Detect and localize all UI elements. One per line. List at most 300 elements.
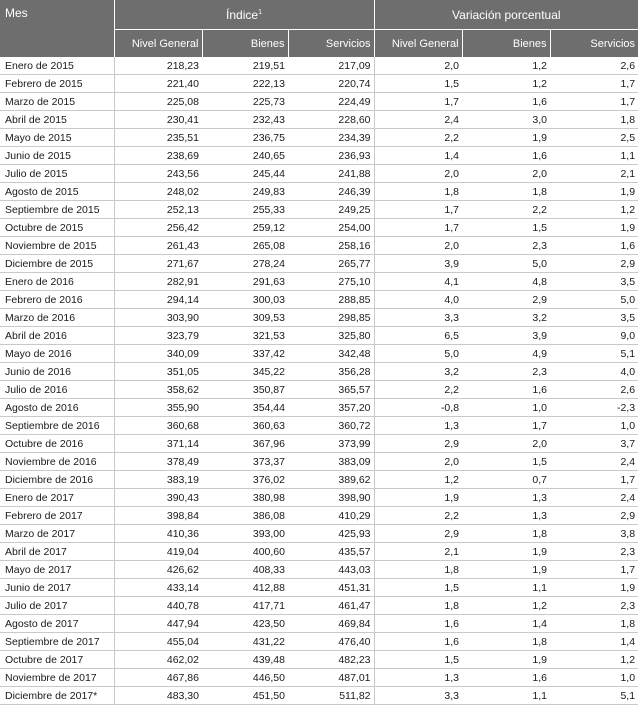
indice-nivel-general-cell: 243,56 xyxy=(114,165,202,183)
variacion-bienes-cell: 5,0 xyxy=(462,255,550,273)
mes-cell: Junio de 2015 xyxy=(0,147,114,165)
variacion-nivel-general-cell: 1,6 xyxy=(374,633,462,651)
indice-nivel-general-cell: 371,14 xyxy=(114,435,202,453)
indice-nivel-general-cell: 390,43 xyxy=(114,489,202,507)
indice-servicios-cell: 228,60 xyxy=(288,111,374,129)
variacion-nivel-general-cell: 1,5 xyxy=(374,579,462,597)
variacion-nivel-general-cell: 2,9 xyxy=(374,525,462,543)
table-row xyxy=(0,597,638,615)
header-indice-footnote: 1 xyxy=(258,8,262,16)
variacion-nivel-general-cell: 6,5 xyxy=(374,327,462,345)
variacion-servicios-cell: 2,5 xyxy=(550,129,638,147)
indice-servicios-cell: 258,16 xyxy=(288,237,374,255)
variacion-bienes-cell: 1,3 xyxy=(462,489,550,507)
table-row xyxy=(0,93,638,111)
indice-servicios-cell: 224,49 xyxy=(288,93,374,111)
variacion-servicios-cell: 1,2 xyxy=(550,651,638,669)
mes-cell: Junio de 2016 xyxy=(0,363,114,381)
table-body xyxy=(0,57,638,705)
variacion-bienes-cell: 3,2 xyxy=(462,309,550,327)
header-indice-label: Índice xyxy=(226,7,259,22)
mes-cell: Noviembre de 2015 xyxy=(0,237,114,255)
indice-nivel-general-cell: 294,14 xyxy=(114,291,202,309)
variacion-bienes-cell: 1,2 xyxy=(462,597,550,615)
indice-nivel-general-cell: 440,78 xyxy=(114,597,202,615)
indice-nivel-general-cell: 447,94 xyxy=(114,615,202,633)
variacion-bienes-cell: 1,3 xyxy=(462,507,550,525)
indice-bienes-cell: 219,51 xyxy=(202,57,288,75)
mes-cell: Enero de 2017 xyxy=(0,489,114,507)
variacion-bienes-cell: 1,6 xyxy=(462,381,550,399)
variacion-servicios-cell: 3,8 xyxy=(550,525,638,543)
mes-cell: Abril de 2017 xyxy=(0,543,114,561)
indice-bienes-cell: 373,37 xyxy=(202,453,288,471)
indice-bienes-cell: 451,50 xyxy=(202,687,288,705)
col-header-indice-servicios: Servicios xyxy=(288,30,374,58)
variacion-bienes-cell: 2,0 xyxy=(462,165,550,183)
variacion-bienes-cell: 1,8 xyxy=(462,525,550,543)
indice-servicios-cell: 398,90 xyxy=(288,489,374,507)
mes-cell: Noviembre de 2016 xyxy=(0,453,114,471)
variacion-bienes-cell: 1,9 xyxy=(462,561,550,579)
mes-cell: Mayo de 2017 xyxy=(0,561,114,579)
mes-cell: Abril de 2016 xyxy=(0,327,114,345)
table-row xyxy=(0,507,638,525)
table-row xyxy=(0,489,638,507)
variacion-servicios-cell: 2,6 xyxy=(550,381,638,399)
mes-cell: Agosto de 2016 xyxy=(0,399,114,417)
mes-cell: Mayo de 2016 xyxy=(0,345,114,363)
indice-servicios-cell: 356,28 xyxy=(288,363,374,381)
mes-cell: Agosto de 2017 xyxy=(0,615,114,633)
mes-cell: Octubre de 2017 xyxy=(0,651,114,669)
indice-bienes-cell: 249,83 xyxy=(202,183,288,201)
indice-servicios-cell: 487,01 xyxy=(288,669,374,687)
table-row xyxy=(0,75,638,93)
table-row xyxy=(0,579,638,597)
table-row xyxy=(0,363,638,381)
indice-nivel-general-cell: 410,36 xyxy=(114,525,202,543)
variacion-nivel-general-cell: 1,6 xyxy=(374,615,462,633)
variacion-nivel-general-cell: 1,7 xyxy=(374,93,462,111)
variacion-servicios-cell: 1,9 xyxy=(550,579,638,597)
indice-servicios-cell: 246,39 xyxy=(288,183,374,201)
indice-servicios-cell: 511,82 xyxy=(288,687,374,705)
table-row xyxy=(0,57,638,75)
mes-cell: Julio de 2015 xyxy=(0,165,114,183)
indice-servicios-cell: 373,99 xyxy=(288,435,374,453)
indice-nivel-general-cell: 271,67 xyxy=(114,255,202,273)
indice-servicios-cell: 357,20 xyxy=(288,399,374,417)
indice-bienes-cell: 321,53 xyxy=(202,327,288,345)
variacion-servicios-cell: 2,1 xyxy=(550,165,638,183)
variacion-nivel-general-cell: 1,7 xyxy=(374,219,462,237)
variacion-servicios-cell: 2,9 xyxy=(550,255,638,273)
variacion-servicios-cell: 1,1 xyxy=(550,147,638,165)
table-row xyxy=(0,543,638,561)
variacion-bienes-cell: 2,3 xyxy=(462,363,550,381)
variacion-bienes-cell: 1,9 xyxy=(462,651,550,669)
indice-bienes-cell: 300,03 xyxy=(202,291,288,309)
table-row xyxy=(0,183,638,201)
indice-nivel-general-cell: 355,90 xyxy=(114,399,202,417)
indice-bienes-cell: 291,63 xyxy=(202,273,288,291)
table-row xyxy=(0,615,638,633)
indice-nivel-general-cell: 323,79 xyxy=(114,327,202,345)
variacion-bienes-cell: 1,6 xyxy=(462,147,550,165)
mes-cell: Octubre de 2015 xyxy=(0,219,114,237)
variacion-servicios-cell: 2,6 xyxy=(550,57,638,75)
variacion-bienes-cell: 1,0 xyxy=(462,399,550,417)
variacion-bienes-cell: 2,0 xyxy=(462,435,550,453)
indice-bienes-cell: 255,33 xyxy=(202,201,288,219)
indice-nivel-general-cell: 248,02 xyxy=(114,183,202,201)
indice-nivel-general-cell: 455,04 xyxy=(114,633,202,651)
variacion-nivel-general-cell: 4,1 xyxy=(374,273,462,291)
variacion-bienes-cell: 2,2 xyxy=(462,201,550,219)
table-row xyxy=(0,237,638,255)
variacion-servicios-cell: 1,0 xyxy=(550,417,638,435)
indice-servicios-cell: 383,09 xyxy=(288,453,374,471)
indice-servicios-cell: 461,47 xyxy=(288,597,374,615)
mes-cell: Febrero de 2016 xyxy=(0,291,114,309)
variacion-bienes-cell: 4,8 xyxy=(462,273,550,291)
mes-cell: Marzo de 2016 xyxy=(0,309,114,327)
variacion-nivel-general-cell: 2,2 xyxy=(374,507,462,525)
header-mes: Mes xyxy=(0,0,114,57)
mes-cell: Septiembre de 2017 xyxy=(0,633,114,651)
mes-cell: Mayo de 2015 xyxy=(0,129,114,147)
mes-cell: Noviembre de 2017 xyxy=(0,669,114,687)
mes-cell: Diciembre de 2015 xyxy=(0,255,114,273)
indice-servicios-cell: 482,23 xyxy=(288,651,374,669)
indice-bienes-cell: 222,13 xyxy=(202,75,288,93)
mes-cell: Enero de 2016 xyxy=(0,273,114,291)
indice-bienes-cell: 400,60 xyxy=(202,543,288,561)
indice-nivel-general-cell: 225,08 xyxy=(114,93,202,111)
indice-nivel-general-cell: 230,41 xyxy=(114,111,202,129)
variacion-bienes-cell: 2,3 xyxy=(462,237,550,255)
variacion-nivel-general-cell: 1,8 xyxy=(374,597,462,615)
mes-cell: Junio de 2017 xyxy=(0,579,114,597)
variacion-bienes-cell: 1,5 xyxy=(462,219,550,237)
indice-bienes-cell: 439,48 xyxy=(202,651,288,669)
variacion-servicios-cell: 1,2 xyxy=(550,201,638,219)
table-row xyxy=(0,525,638,543)
variacion-bienes-cell: 2,9 xyxy=(462,291,550,309)
indice-bienes-cell: 232,43 xyxy=(202,111,288,129)
indice-bienes-cell: 345,22 xyxy=(202,363,288,381)
indice-bienes-cell: 360,63 xyxy=(202,417,288,435)
header-indice xyxy=(114,0,374,30)
indice-nivel-general-cell: 462,02 xyxy=(114,651,202,669)
table-row xyxy=(0,255,638,273)
indice-nivel-general-cell: 340,09 xyxy=(114,345,202,363)
variacion-nivel-general-cell: 1,3 xyxy=(374,417,462,435)
indice-servicios-cell: 410,29 xyxy=(288,507,374,525)
variacion-bienes-cell: 1,8 xyxy=(462,633,550,651)
variacion-servicios-cell: 1,4 xyxy=(550,633,638,651)
table-row xyxy=(0,147,638,165)
table-row xyxy=(0,165,638,183)
variacion-nivel-general-cell: 1,8 xyxy=(374,561,462,579)
table-row xyxy=(0,561,638,579)
variacion-servicios-cell: 1,8 xyxy=(550,111,638,129)
indice-servicios-cell: 236,93 xyxy=(288,147,374,165)
variacion-servicios-cell: 2,9 xyxy=(550,507,638,525)
table-row xyxy=(0,633,638,651)
indice-bienes-cell: 393,00 xyxy=(202,525,288,543)
table-row xyxy=(0,291,638,309)
indice-servicios-cell: 469,84 xyxy=(288,615,374,633)
variacion-nivel-general-cell: 3,2 xyxy=(374,363,462,381)
variacion-bienes-cell: 3,0 xyxy=(462,111,550,129)
indice-servicios-cell: 342,48 xyxy=(288,345,374,363)
indice-nivel-general-cell: 467,86 xyxy=(114,669,202,687)
indice-bienes-cell: 386,08 xyxy=(202,507,288,525)
variacion-nivel-general-cell: 2,2 xyxy=(374,129,462,147)
variacion-nivel-general-cell: 3,3 xyxy=(374,687,462,705)
indice-nivel-general-cell: 303,90 xyxy=(114,309,202,327)
table-row xyxy=(0,273,638,291)
variacion-servicios-cell: 5,0 xyxy=(550,291,638,309)
indice-nivel-general-cell: 256,42 xyxy=(114,219,202,237)
indice-bienes-cell: 265,08 xyxy=(202,237,288,255)
indice-bienes-cell: 350,87 xyxy=(202,381,288,399)
variacion-nivel-general-cell: 3,3 xyxy=(374,309,462,327)
table-row xyxy=(0,471,638,489)
variacion-nivel-general-cell: 1,2 xyxy=(374,471,462,489)
variacion-nivel-general-cell: 1,4 xyxy=(374,147,462,165)
indice-nivel-general-cell: 238,69 xyxy=(114,147,202,165)
indice-bienes-cell: 431,22 xyxy=(202,633,288,651)
variacion-servicios-cell: 1,7 xyxy=(550,561,638,579)
variacion-bienes-cell: 3,9 xyxy=(462,327,550,345)
mes-cell: Marzo de 2017 xyxy=(0,525,114,543)
table-row xyxy=(0,453,638,471)
indice-servicios-cell: 220,74 xyxy=(288,75,374,93)
variacion-nivel-general-cell: 1,7 xyxy=(374,201,462,219)
variacion-servicios-cell: 3,5 xyxy=(550,273,638,291)
variacion-bienes-cell: 1,7 xyxy=(462,417,550,435)
table-header xyxy=(0,0,638,57)
variacion-servicios-cell: 1,7 xyxy=(550,75,638,93)
variacion-servicios-cell: 9,0 xyxy=(550,327,638,345)
indice-nivel-general-cell: 252,13 xyxy=(114,201,202,219)
variacion-nivel-general-cell: 1,8 xyxy=(374,183,462,201)
indice-servicios-cell: 425,93 xyxy=(288,525,374,543)
indice-servicios-cell: 254,00 xyxy=(288,219,374,237)
mes-cell: Febrero de 2015 xyxy=(0,75,114,93)
variacion-bienes-cell: 1,9 xyxy=(462,543,550,561)
variacion-servicios-cell: 4,0 xyxy=(550,363,638,381)
variacion-servicios-cell: 1,6 xyxy=(550,237,638,255)
variacion-servicios-cell: 1,7 xyxy=(550,93,638,111)
mes-cell: Septiembre de 2015 xyxy=(0,201,114,219)
indice-servicios-cell: 360,72 xyxy=(288,417,374,435)
variacion-nivel-general-cell: 5,0 xyxy=(374,345,462,363)
indice-bienes-cell: 417,71 xyxy=(202,597,288,615)
variacion-nivel-general-cell: 2,0 xyxy=(374,453,462,471)
table-row xyxy=(0,651,638,669)
indice-servicios-cell: 389,62 xyxy=(288,471,374,489)
variacion-servicios-cell: 1,0 xyxy=(550,669,638,687)
mes-cell: Julio de 2017 xyxy=(0,597,114,615)
indice-nivel-general-cell: 483,30 xyxy=(114,687,202,705)
variacion-servicios-cell: 1,8 xyxy=(550,615,638,633)
indice-servicios-cell: 217,09 xyxy=(288,57,374,75)
variacion-servicios-cell: 5,1 xyxy=(550,687,638,705)
indice-nivel-general-cell: 221,40 xyxy=(114,75,202,93)
variacion-bienes-cell: 4,9 xyxy=(462,345,550,363)
indice-servicios-cell: 265,77 xyxy=(288,255,374,273)
variacion-nivel-general-cell: 2,1 xyxy=(374,543,462,561)
indice-servicios-cell: 451,31 xyxy=(288,579,374,597)
indice-bienes-cell: 236,75 xyxy=(202,129,288,147)
indice-nivel-general-cell: 419,04 xyxy=(114,543,202,561)
variacion-bienes-cell: 1,1 xyxy=(462,579,550,597)
indice-servicios-cell: 241,88 xyxy=(288,165,374,183)
indice-bienes-cell: 337,42 xyxy=(202,345,288,363)
mes-cell: Octubre de 2016 xyxy=(0,435,114,453)
variacion-nivel-general-cell: 4,0 xyxy=(374,291,462,309)
variacion-servicios-cell: -2,3 xyxy=(550,399,638,417)
table-row xyxy=(0,399,638,417)
indice-bienes-cell: 408,33 xyxy=(202,561,288,579)
variacion-nivel-general-cell: 3,9 xyxy=(374,255,462,273)
table-row xyxy=(0,201,638,219)
variacion-bienes-cell: 0,7 xyxy=(462,471,550,489)
variacion-nivel-general-cell: 2,9 xyxy=(374,435,462,453)
indice-bienes-cell: 376,02 xyxy=(202,471,288,489)
variacion-nivel-general-cell: 1,3 xyxy=(374,669,462,687)
col-header-variacion-servicios: Servicios xyxy=(550,30,638,58)
indice-nivel-general-cell: 282,91 xyxy=(114,273,202,291)
table-row xyxy=(0,345,638,363)
mes-cell: Diciembre de 2017* xyxy=(0,687,114,705)
indice-nivel-general-cell: 398,84 xyxy=(114,507,202,525)
variacion-bienes-cell: 1,8 xyxy=(462,183,550,201)
col-header-variacion-nivel-general: Nivel General xyxy=(374,30,462,58)
mes-cell: Febrero de 2017 xyxy=(0,507,114,525)
variacion-servicios-cell: 2,4 xyxy=(550,453,638,471)
mes-cell: Diciembre de 2016 xyxy=(0,471,114,489)
indice-servicios-cell: 288,85 xyxy=(288,291,374,309)
variacion-nivel-general-cell: 2,2 xyxy=(374,381,462,399)
indice-bienes-cell: 225,73 xyxy=(202,93,288,111)
indice-nivel-general-cell: 433,14 xyxy=(114,579,202,597)
variacion-bienes-cell: 1,6 xyxy=(462,669,550,687)
table-row xyxy=(0,111,638,129)
variacion-servicios-cell: 1,9 xyxy=(550,219,638,237)
variacion-servicios-cell: 3,5 xyxy=(550,309,638,327)
variacion-nivel-general-cell: 1,5 xyxy=(374,75,462,93)
variacion-bienes-cell: 1,5 xyxy=(462,453,550,471)
variacion-servicios-cell: 1,9 xyxy=(550,183,638,201)
variacion-nivel-general-cell: 2,0 xyxy=(374,57,462,75)
indice-bienes-cell: 259,12 xyxy=(202,219,288,237)
mes-cell: Abril de 2015 xyxy=(0,111,114,129)
table-row xyxy=(0,219,638,237)
indice-bienes-cell: 367,96 xyxy=(202,435,288,453)
indice-servicios-cell: 249,25 xyxy=(288,201,374,219)
indice-bienes-cell: 278,24 xyxy=(202,255,288,273)
variacion-nivel-general-cell: 1,5 xyxy=(374,651,462,669)
variacion-nivel-general-cell: 2,4 xyxy=(374,111,462,129)
indice-bienes-cell: 423,50 xyxy=(202,615,288,633)
variacion-bienes-cell: 1,9 xyxy=(462,129,550,147)
col-header-indice-bienes: Bienes xyxy=(202,30,288,58)
mes-cell: Julio de 2016 xyxy=(0,381,114,399)
indice-bienes-cell: 446,50 xyxy=(202,669,288,687)
header-variacion: Variación porcentual xyxy=(374,0,638,30)
variacion-servicios-cell: 2,3 xyxy=(550,597,638,615)
col-header-indice-nivel-general: Nivel General xyxy=(114,30,202,58)
col-header-variacion-bienes: Bienes xyxy=(462,30,550,58)
mes-cell: Enero de 2015 xyxy=(0,57,114,75)
variacion-servicios-cell: 2,4 xyxy=(550,489,638,507)
indice-nivel-general-cell: 358,62 xyxy=(114,381,202,399)
indice-nivel-general-cell: 235,51 xyxy=(114,129,202,147)
mes-cell: Agosto de 2015 xyxy=(0,183,114,201)
variacion-bienes-cell: 1,1 xyxy=(462,687,550,705)
indice-bienes-cell: 245,44 xyxy=(202,165,288,183)
indice-bienes-cell: 380,98 xyxy=(202,489,288,507)
table-row xyxy=(0,309,638,327)
variacion-nivel-general-cell: -0,8 xyxy=(374,399,462,417)
table-row xyxy=(0,669,638,687)
variacion-servicios-cell: 1,7 xyxy=(550,471,638,489)
indice-servicios-cell: 443,03 xyxy=(288,561,374,579)
indice-nivel-general-cell: 426,62 xyxy=(114,561,202,579)
indice-bienes-cell: 354,44 xyxy=(202,399,288,417)
variacion-servicios-cell: 5,1 xyxy=(550,345,638,363)
variacion-nivel-general-cell: 2,0 xyxy=(374,165,462,183)
indice-bienes-cell: 240,65 xyxy=(202,147,288,165)
variacion-nivel-general-cell: 2,0 xyxy=(374,237,462,255)
table-row xyxy=(0,435,638,453)
table-row xyxy=(0,417,638,435)
indice-servicios-cell: 435,57 xyxy=(288,543,374,561)
mes-cell: Septiembre de 2016 xyxy=(0,417,114,435)
indice-nivel-general-cell: 360,68 xyxy=(114,417,202,435)
table-row xyxy=(0,327,638,345)
mes-cell: Marzo de 2015 xyxy=(0,93,114,111)
indice-bienes-cell: 412,88 xyxy=(202,579,288,597)
variacion-servicios-cell: 2,3 xyxy=(550,543,638,561)
variacion-servicios-cell: 3,7 xyxy=(550,435,638,453)
indice-nivel-general-cell: 383,19 xyxy=(114,471,202,489)
variacion-bienes-cell: 1,4 xyxy=(462,615,550,633)
indice-servicios-cell: 325,80 xyxy=(288,327,374,345)
table-row xyxy=(0,687,638,705)
indice-nivel-general-cell: 261,43 xyxy=(114,237,202,255)
table-row xyxy=(0,129,638,147)
indice-bienes-cell: 309,53 xyxy=(202,309,288,327)
table-row xyxy=(0,381,638,399)
indice-nivel-general-cell: 218,23 xyxy=(114,57,202,75)
variacion-bienes-cell: 1,2 xyxy=(462,57,550,75)
indice-servicios-cell: 298,85 xyxy=(288,309,374,327)
indice-servicios-cell: 476,40 xyxy=(288,633,374,651)
indice-nivel-general-cell: 351,05 xyxy=(114,363,202,381)
variacion-bienes-cell: 1,6 xyxy=(462,93,550,111)
indice-servicios-cell: 234,39 xyxy=(288,129,374,147)
indice-nivel-general-cell: 378,49 xyxy=(114,453,202,471)
variacion-bienes-cell: 1,2 xyxy=(462,75,550,93)
variacion-nivel-general-cell: 1,9 xyxy=(374,489,462,507)
indice-servicios-cell: 365,57 xyxy=(288,381,374,399)
